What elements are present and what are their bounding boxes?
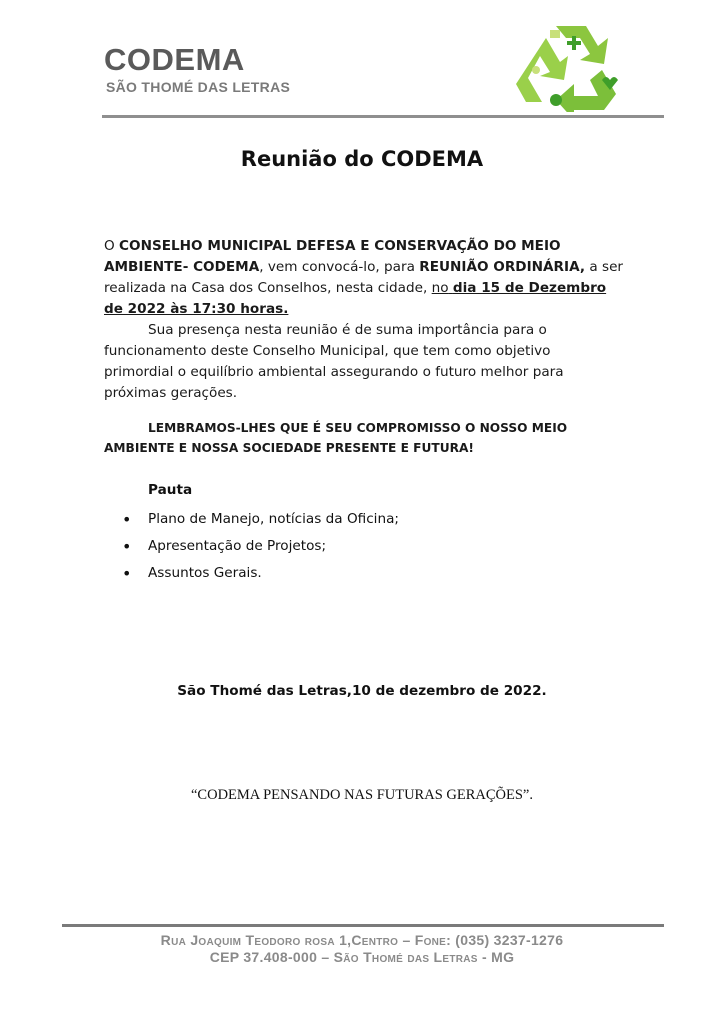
convocation-text-1: , vem convocá-lo, para xyxy=(259,259,420,275)
org-name: CODEMA xyxy=(104,42,245,77)
agenda-item-text: Assuntos Gerais. xyxy=(148,565,262,581)
agenda-heading: Pauta xyxy=(148,482,193,498)
document-title: Reunião do CODEMA xyxy=(240,147,484,171)
bullet-icon: • xyxy=(122,564,132,583)
motto: “CODEMA PENSANDO NAS FUTURAS GERAÇÕES”. xyxy=(191,787,533,803)
agenda-list xyxy=(122,506,399,587)
meeting-date-time: dia 15 de Dezembro de 2022 às 17:30 horas. xyxy=(104,280,607,317)
council-name: CONSELHO MUNICIPAL DEFESA E CONSERVAÇÃO DO MEIO AMBIENTE- CODEMA xyxy=(104,238,561,275)
bullet-icon: • xyxy=(122,537,132,556)
footer-cep: CEP 37.408-000 – São Thomé das Letras - MG xyxy=(209,949,515,965)
recycle-icon xyxy=(516,20,628,112)
agenda-item xyxy=(122,533,399,560)
footer-divider xyxy=(62,924,664,927)
agenda-item xyxy=(122,506,399,533)
importance-paragraph: Sua presença nesta reunião é de suma importância para o funcionamento deste Conselho Municipal, que tem como objetivo primordial o equilíbrio ambiental assegurando o futuro melhor para próximas gerações. xyxy=(104,322,564,401)
footer-address: Rua Joaquim Teodoro rosa 1,Centro – Fone: (035) 3237-1276 xyxy=(160,932,564,948)
convocation-no: no xyxy=(431,280,449,296)
agenda-item-text: Plano de Manejo, notícias da Oficina; xyxy=(148,511,399,527)
reminder-paragraph: LEMBRAMOS-LHES QUE É SEU COMPROMISSO O NOSSO MEIO AMBIENTE E NOSSA SOCIEDADE PRESENTE E FUTURA! xyxy=(104,421,568,455)
convocation-text-2: a ser realizada na Casa dos Conselhos, nesta cidade, xyxy=(104,259,624,296)
convocation-paragraph xyxy=(104,236,624,320)
agenda-item-text: Apresentação de Projetos; xyxy=(148,538,327,554)
convocation-lead: O xyxy=(104,238,120,254)
city-name: SÃO THOMÉ DAS LETRAS xyxy=(106,79,291,95)
bullet-icon: • xyxy=(122,510,132,529)
agenda-item xyxy=(122,560,399,587)
meeting-type: REUNIÃO ORDINÁRIA, xyxy=(419,259,586,275)
place-date: São Thomé das Letras,10 de dezembro de 2022. xyxy=(177,683,547,699)
header-divider xyxy=(102,115,664,118)
